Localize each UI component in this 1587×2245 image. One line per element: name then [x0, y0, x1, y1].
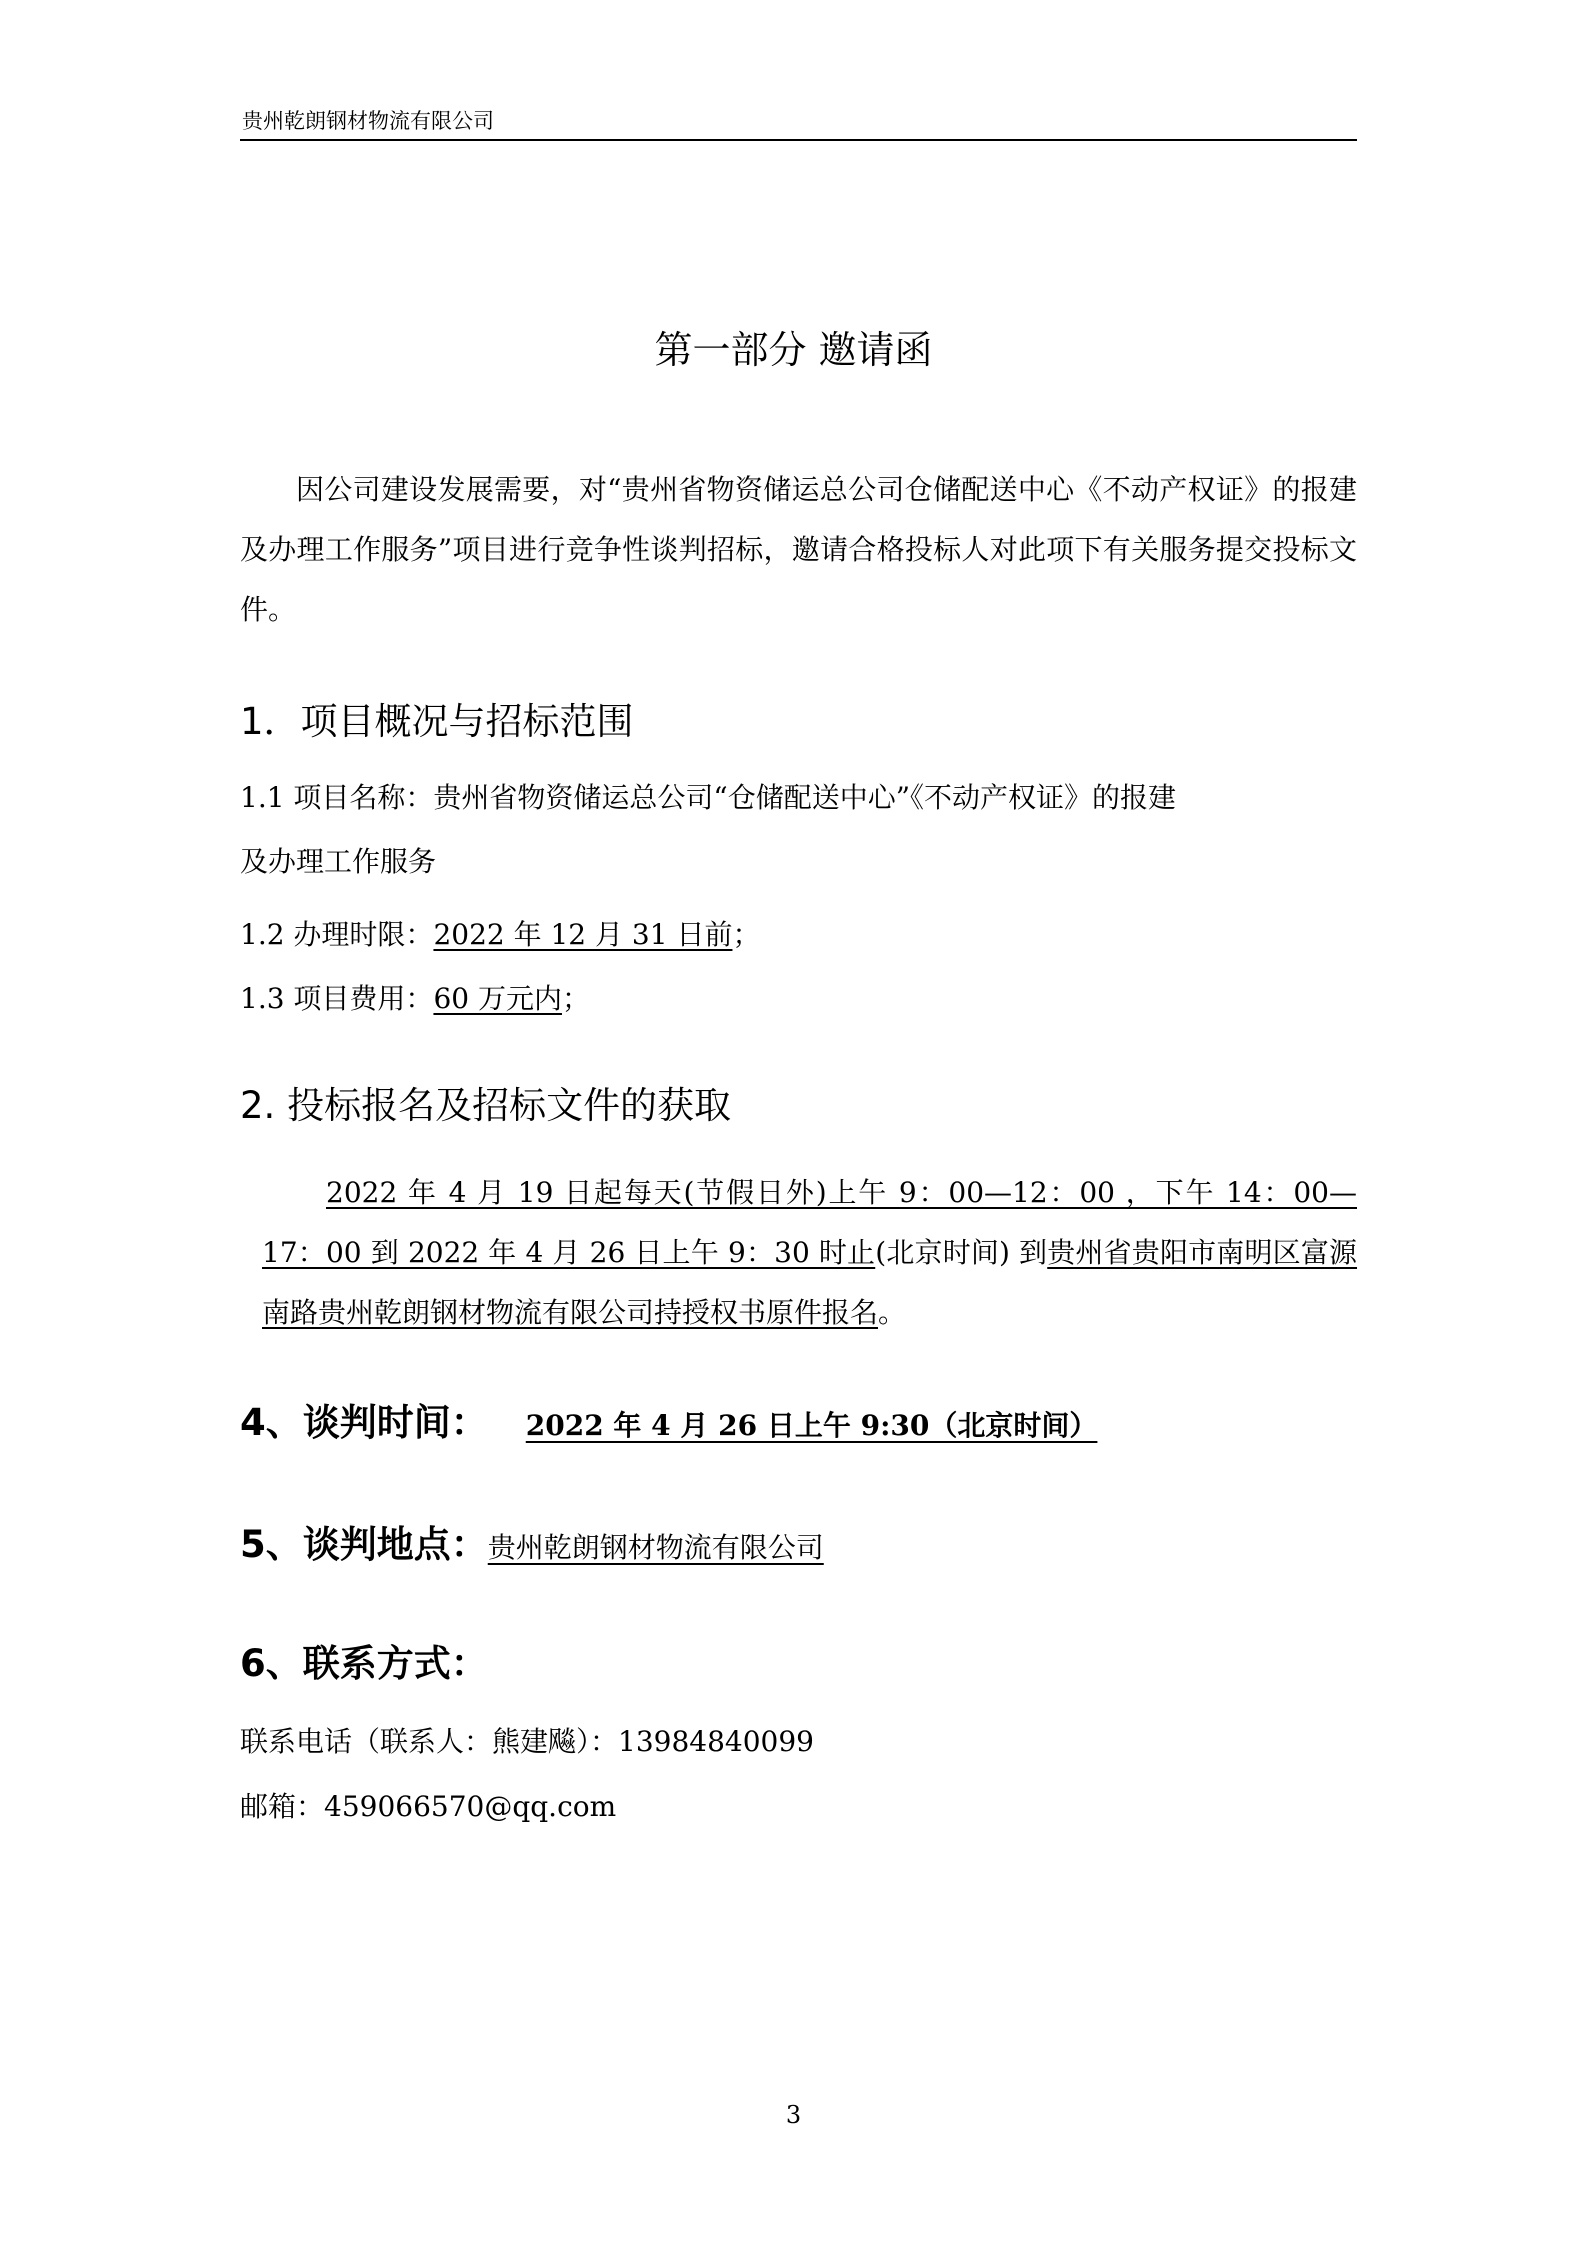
signup-timezone: (北京时间) 到	[875, 1236, 1048, 1269]
signup-end: 。	[878, 1296, 907, 1329]
page-number: 3	[785, 2101, 802, 2129]
item-1-3-budget: 60 万元内	[433, 982, 562, 1015]
signup-paragraph	[262, 1163, 1357, 1343]
item-1-2	[240, 911, 1357, 959]
item-1-2-deadline: 2022 年 12 月 31 日前	[433, 918, 733, 951]
document-title: 第一部分 邀请函	[654, 328, 933, 372]
contact-phone: 联系电话（联系人：熊建飚）：13984840099	[240, 1725, 814, 1758]
section-6-heading: 6、联系方式：	[240, 1642, 488, 1685]
negotiation-place-value: 贵州乾朗钢材物流有限公司	[487, 1531, 824, 1564]
negotiation-time-value: 2022 年 4 月 26 日上午 9:30（北京时间）	[525, 1409, 1098, 1442]
item-1-1-line-1: 1.1 项目名称：贵州省物资储运总公司“仓储配送中心”《不动产权证》的报建	[240, 781, 1177, 814]
item-1-3-label: 1.3 项目费用：	[240, 982, 434, 1015]
signup-period: 2022 年 4 月 19 日起每天(节假日外)上午 9：00—12：00 ，下午 14：00—17：00 到 2022 年 4 月 26 日上午 9：30 时止	[262, 1176, 1357, 1269]
contact-email: 邮箱：459066570@qq.com	[240, 1790, 617, 1823]
item-1-2-label: 1.2 办理时限：	[240, 918, 434, 951]
item-1-2-suffix: ；	[732, 918, 761, 951]
item-1-3	[240, 975, 1357, 1023]
header-divider	[240, 139, 1357, 141]
negotiation-time-label: 4、谈判时间：	[240, 1401, 488, 1444]
negotiation-place-label: 5、谈判地点：	[240, 1523, 488, 1566]
section-2-heading: 2. 投标报名及招标文件的获取	[240, 1084, 732, 1127]
section-4-heading	[240, 1395, 1097, 1454]
page-header-company: 贵州乾朗钢材物流有限公司	[242, 109, 494, 133]
item-1-3-suffix: ；	[561, 982, 590, 1015]
item-1-1-line-2: 及办理工作服务	[240, 845, 437, 878]
section-1-heading: 1．项目概况与招标范围	[240, 700, 634, 743]
signup-location: 贵州省贵阳市南明区富源南路贵州乾朗钢材物流有限公司持授权书原件报名	[262, 1236, 1358, 1329]
section-5-heading	[240, 1517, 824, 1576]
intro-paragraph: 因公司建设发展需要，对“贵州省物资储运总公司仓储配送中心《不动产权证》的报建及办理工作服务”项目进行竞争性谈判招标，邀请合格投标人对此项下有关服务提交投标文件。	[240, 473, 1357, 626]
